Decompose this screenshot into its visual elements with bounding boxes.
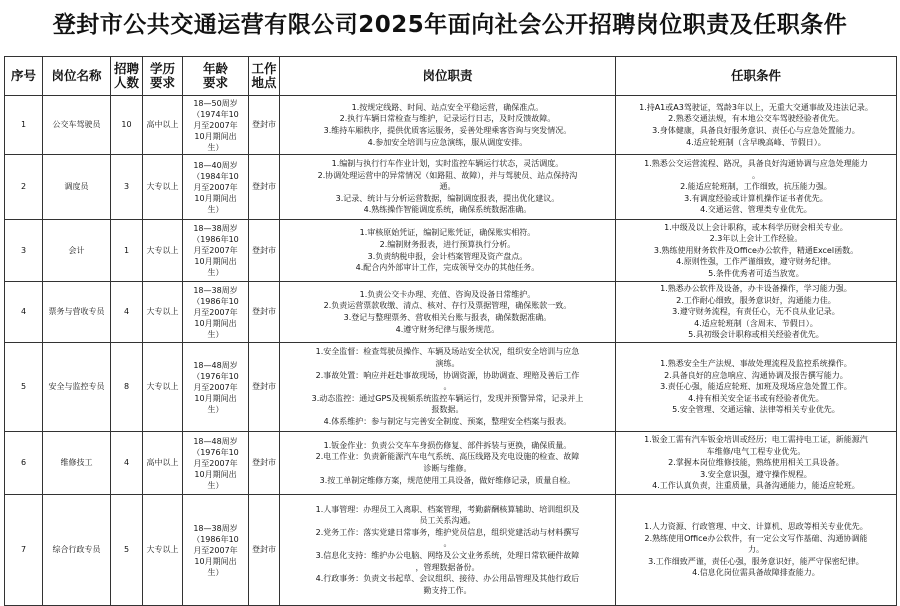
requirement-line: 5.具初级会计职称或相关经验者优先。 — [688, 330, 824, 340]
duty-line: 1.审核原始凭证，编制记账凭证，确保账实相符。 — [359, 228, 536, 238]
cell-education: 大专以上 — [143, 343, 183, 432]
header-row — [5, 57, 897, 96]
cell-seq: 7 — [5, 495, 43, 606]
requirement-line: 1.熟悉公交运营流程、路况，具备良好沟通协调与应急处理能力 — [644, 159, 868, 169]
cell-count: 4 — [111, 432, 143, 495]
requirement-line: 5.安全管理、交通运输、法律等相关专业优先。 — [672, 405, 840, 415]
cell-education: 高中以上 — [143, 432, 183, 495]
cell-duties — [280, 343, 616, 432]
header-count-line: 人数 — [113, 75, 139, 90]
header-location — [249, 57, 280, 96]
cell-position: 票务与营收专员 — [43, 282, 111, 343]
header-duties: 岗位职责 — [280, 57, 616, 96]
cell-education: 大专以上 — [143, 282, 183, 343]
requirement-line: 4.持有相关安全证书或有经验者优先。 — [688, 393, 824, 403]
duty-line: 报数据。 — [431, 405, 464, 415]
cell-education: 大专以上 — [143, 220, 183, 282]
cell-location: 登封市 — [249, 343, 280, 432]
duty-line: 1.编制与执行行车作业计划，实时监控车辆运行状态，灵活调度。 — [331, 159, 564, 169]
duty-line: 。 — [443, 539, 452, 549]
duty-line: 1.安全监督：检查驾驶员操作、车辆及场站安全状况，组织安全培训与应急 — [315, 347, 580, 357]
age-line: 10月期间出 — [194, 318, 237, 328]
header-education — [143, 57, 183, 96]
cell-age — [183, 220, 249, 282]
requirement-line: 力。 — [748, 545, 764, 555]
table-row — [5, 282, 897, 343]
duty-line: 1.钣金作业：负责公交车车身损伤修复、部件拆装与更换，确保质量。 — [323, 440, 572, 450]
header-education-line: 要求 — [149, 75, 175, 90]
cell-position: 维修技工 — [43, 432, 111, 495]
table-row — [5, 220, 897, 282]
cell-age — [183, 96, 249, 155]
age-line: （1976年10 — [192, 371, 239, 381]
duty-line: 3.信息化支持：维护办公电脑、网络及公文业务系统，处理日常软硬件故障 — [315, 551, 580, 560]
cell-age — [183, 282, 249, 343]
cell-duties — [280, 495, 616, 606]
duty-line: 4.配合内外部审计工作，完成领导交办的其他任务。 — [355, 263, 540, 273]
duty-line: 2.负责运营票款收缴、清点、核对、存行及票据管理，确保账款一致。 — [323, 301, 572, 311]
cell-count: 1 — [111, 220, 143, 282]
cell-duties — [280, 432, 616, 495]
cell-count: 4 — [111, 282, 143, 343]
cell-requirements — [616, 282, 897, 343]
cell-age — [183, 155, 249, 220]
cell-location: 登封市 — [249, 282, 280, 343]
age-line: 月至2007年 — [193, 382, 238, 392]
age-line: （1984年10 — [192, 171, 239, 181]
requirement-line: 3.有调度经验或计算机操作证书者优先。 — [684, 193, 828, 203]
requirement-line: 4.信息化岗位需具备故障排查能力。 — [692, 568, 820, 578]
age-line: 18—40周岁 — [193, 160, 238, 170]
cell-seq: 3 — [5, 220, 43, 282]
cell-position: 会计 — [43, 220, 111, 282]
age-line: 月至2007年 — [193, 182, 238, 192]
cell-position: 调度员 — [43, 155, 111, 220]
requirement-line: 3.责任心强，能适应轮班、加班及现场应急处置工作。 — [660, 382, 852, 392]
duty-line: 3.动态监控：通过GPS及视频系统监控车辆运行，发现并预警异常，记录并上 — [311, 393, 584, 403]
cell-requirements — [616, 495, 897, 606]
duty-line: 2.党务工作：落实党建日常事务，维护党员信息，组织党建活动与材料撰写 — [315, 527, 580, 537]
duty-line: 2.编制财务报表，进行预算执行分析。 — [379, 239, 516, 249]
cell-requirements — [616, 96, 897, 155]
table-row — [5, 495, 897, 606]
requirement-line: 1.熟悉办公软件及设备，办卡设备操作，学习能力强。 — [660, 284, 852, 294]
requirement-line: 3.熟练使用财务软件及Office办公软件，精通Excel函数。 — [653, 245, 859, 255]
duty-line: 3.负责纳税申报，会计档案管理及资产盘点。 — [367, 251, 528, 261]
cell-seq: 4 — [5, 282, 43, 343]
requirement-line: 1.人力资源、行政管理、中文、计算机、思政等相关专业优先。 — [644, 522, 868, 532]
requirement-line: 4.工作认真负责，注重质量，具备沟通能力，能适应轮班。 — [652, 481, 860, 491]
cell-seq: 6 — [5, 432, 43, 495]
requirement-line: 4.交通运营、管理类专业优先。 — [700, 205, 812, 215]
age-line: 10月期间出 — [194, 193, 237, 203]
age-line: 生） — [207, 480, 224, 490]
age-line: （1986年10 — [192, 534, 239, 544]
cell-education: 大专以上 — [143, 495, 183, 606]
cell-requirements — [616, 432, 897, 495]
duty-line: 4.熟练操作智能调度系统，确保系统数据准确。 — [363, 205, 532, 215]
cell-education: 大专以上 — [143, 155, 183, 220]
age-line: 月至2007年 — [193, 246, 238, 255]
cell-requirements — [616, 155, 897, 220]
requirement-line: 1.钣金工需有汽车钣金培训或经历；电工需持电工证，新能源汽 — [644, 435, 868, 445]
requirement-line: 车维修/电气工程专业优先。 — [706, 446, 806, 456]
age-line: （1986年10 — [192, 235, 239, 244]
age-line: 生） — [207, 567, 224, 577]
duty-line: 2.执行车辆日常检查与维护，记录运行日志，及时反馈故障。 — [339, 114, 556, 124]
header-count — [111, 57, 143, 96]
requirement-line: 。 — [752, 170, 760, 180]
header-age-line: 要求 — [202, 75, 228, 90]
age-line: 18—48周岁 — [193, 360, 238, 370]
duty-line: 勤支持工作。 — [423, 585, 472, 595]
age-line: 生） — [207, 268, 224, 277]
age-line: 18—50周岁 — [193, 98, 238, 108]
requirement-line: 3.安全意识强，遵守操作规程。 — [700, 469, 812, 479]
requirement-line: 4.适应轮班制（含早晚高峰、节假日）。 — [686, 137, 826, 147]
cell-duties — [280, 220, 616, 282]
cell-position: 公交车驾驶员 — [43, 96, 111, 155]
cell-position: 综合行政专员 — [43, 495, 111, 606]
requirement-line: 2.熟悉交通法规，有本地公交车驾驶经验者优先。 — [668, 114, 844, 124]
age-line: 10月期间出 — [194, 257, 237, 266]
requirement-line: 2.熟练使用Office办公软件，有一定公文写作基础、沟通协调能 — [644, 533, 868, 543]
header-requirements: 任职条件 — [616, 57, 897, 96]
table-body — [5, 96, 897, 606]
requirement-line: 5.条件优秀者可适当放宽。 — [708, 268, 804, 278]
requirement-line: 2.掌握本岗位维修技能，熟练使用相关工具设备。 — [668, 458, 844, 468]
duty-line: 3.维持车厢秩序，提供优质客运服务，妥善处理乘客咨询与突发情况。 — [323, 126, 572, 135]
age-line: 月至2007年 — [193, 545, 238, 555]
table-row — [5, 96, 897, 155]
cell-age — [183, 343, 249, 432]
cell-seq: 5 — [5, 343, 43, 432]
cell-seq: 1 — [5, 96, 43, 155]
requirement-line: 3.遵守财务流程，有责任心，无不良从业记录。 — [672, 307, 840, 317]
cell-seq: 2 — [5, 155, 43, 220]
header-age — [183, 57, 249, 96]
header-seq: 序号 — [5, 57, 43, 96]
duty-line: 2.事故处置：响应并赶赴事故现场，协调资源，协助调查、理赔及善后工作 — [315, 370, 580, 380]
duty-line: 3.登记与整理票务、营收相关台账与报表，确保数据准确。 — [343, 313, 552, 322]
requirement-line: 2.3年以上会计工作经验。 — [709, 234, 803, 244]
cell-requirements — [616, 220, 897, 282]
duty-line: 4.体系维护：参与制定与完善安全制度、预案，整理安全档案与报表。 — [323, 416, 572, 426]
duty-line: 1.负责公交卡办理、充值、咨询及设备日常维护。 — [359, 289, 536, 299]
age-line: 生） — [207, 404, 224, 414]
requirement-line: 1.熟悉安全生产法规、事故处理流程及监控系统操作。 — [660, 359, 852, 369]
age-line: 生） — [207, 204, 224, 214]
cell-location: 登封市 — [249, 495, 280, 606]
table-row — [5, 155, 897, 220]
header-location-line: 地点 — [251, 75, 277, 90]
header-education-line: 学历 — [149, 61, 175, 76]
duty-line: 3.按工单制定维修方案，规范使用工具设备，做好维修记录，质量自检。 — [319, 475, 576, 485]
table-row — [5, 343, 897, 432]
cell-requirements — [616, 343, 897, 432]
age-line: 月至2007年 — [193, 307, 238, 317]
cell-duties — [280, 96, 616, 155]
requirement-line: 4.适应轮班制（含周末、节假日）。 — [694, 318, 818, 328]
age-line: 生） — [207, 142, 224, 152]
duty-line: 1.按规定线路、时间、站点安全平稳运营，确保准点。 — [351, 102, 544, 112]
cell-duties — [280, 282, 616, 343]
duty-line: 。 — [443, 382, 452, 392]
requirement-line: 1.中级及以上会计职称，或本科学历财会相关专业。 — [664, 222, 848, 232]
duty-line: 4.参加安全培训与应急演练，服从调度安排。 — [367, 137, 528, 147]
requirement-line: 2.能适应轮班制，工作细致，抗压能力强。 — [680, 182, 832, 192]
age-line: （1986年10 — [192, 296, 239, 306]
duty-line: 诊断与维修。 — [423, 464, 472, 473]
duty-line: 3.记录、统计与分析运营数据，编制调度报表，提出优化建议。 — [335, 193, 560, 203]
age-line: 生） — [207, 329, 224, 339]
age-line: 18—48周岁 — [193, 436, 238, 446]
recruitment-table — [4, 56, 897, 606]
cell-location: 登封市 — [249, 432, 280, 495]
table-row — [5, 432, 897, 495]
cell-location: 登封市 — [249, 155, 280, 220]
cell-count: 3 — [111, 155, 143, 220]
duty-line: ，管理数据备份。 — [415, 562, 480, 572]
age-line: 月至2007年 — [193, 120, 238, 130]
cell-count: 8 — [111, 343, 143, 432]
requirement-line: 4.原则性强，工作严谨细致，遵守财务纪律。 — [676, 257, 836, 267]
header-location-line: 工作 — [251, 61, 277, 76]
age-line: 18—38周岁 — [193, 523, 238, 533]
requirement-line: 2.工作耐心细致，服务意识好，沟通能力佳。 — [676, 295, 836, 305]
cell-duties — [280, 155, 616, 220]
header-count-line: 招聘 — [113, 61, 139, 76]
cell-age — [183, 432, 249, 495]
age-line: （1976年10 — [192, 447, 239, 457]
cell-location: 登封市 — [249, 220, 280, 282]
duty-line: 4.行政事务：负责文书起草、会议组织、接待、办公用品管理及其他行政后 — [315, 574, 580, 584]
cell-location: 登封市 — [249, 96, 280, 155]
requirement-line: 3.身体健康，具备良好服务意识、责任心与应急处置能力。 — [652, 126, 860, 135]
cell-count: 5 — [111, 495, 143, 606]
duty-line: 2.电工作业：负责新能源汽车电气系统、高压线路及充电设施的检查、故障 — [315, 452, 580, 462]
age-line: 18—38周岁 — [193, 224, 238, 233]
requirement-line: 1.持A1或A3驾驶证，驾龄3年以上，无重大交通事故及违法记录。 — [639, 102, 873, 112]
age-line: 10月期间出 — [194, 393, 237, 403]
age-line: 月至2007年 — [193, 458, 238, 468]
requirement-line: 2.具备良好的应急响应、沟通协调及报告撰写能力。 — [664, 370, 848, 380]
header-position: 岗位名称 — [43, 57, 111, 96]
requirement-line: 3.工作细致严谨，责任心强，服务意识好，能严守保密纪律。 — [648, 556, 864, 566]
age-line: 18—38周岁 — [193, 285, 238, 295]
duty-line: 4.遵守财务纪律与服务规范。 — [395, 324, 500, 334]
age-line: 10月期间出 — [194, 469, 237, 479]
age-line: 10月期间出 — [194, 131, 237, 141]
cell-education: 高中以上 — [143, 96, 183, 155]
cell-count: 10 — [111, 96, 143, 155]
header-age-line: 年龄 — [202, 61, 228, 76]
duty-line: 2.协调处理运营中的异常情况（如路阻、故障），并与驾驶员、站点保持沟 — [317, 170, 578, 180]
age-line: 10月期间出 — [194, 556, 237, 566]
duty-line: 员工关系沟通。 — [419, 516, 476, 526]
duty-line: 1.人事管理：办理员工入离职、档案管理，考勤薪酬核算辅助、培训组织及 — [315, 504, 580, 514]
duty-line: 通。 — [439, 182, 456, 192]
page-title: 登封市公共交通运营有限公司2025年面向社会公开招聘岗位职责及任职条件 — [52, 12, 848, 38]
cell-age — [183, 495, 249, 606]
age-line: （1974年10 — [192, 109, 239, 119]
duty-line: 演练。 — [435, 359, 460, 369]
cell-position: 安全与监控专员 — [43, 343, 111, 432]
